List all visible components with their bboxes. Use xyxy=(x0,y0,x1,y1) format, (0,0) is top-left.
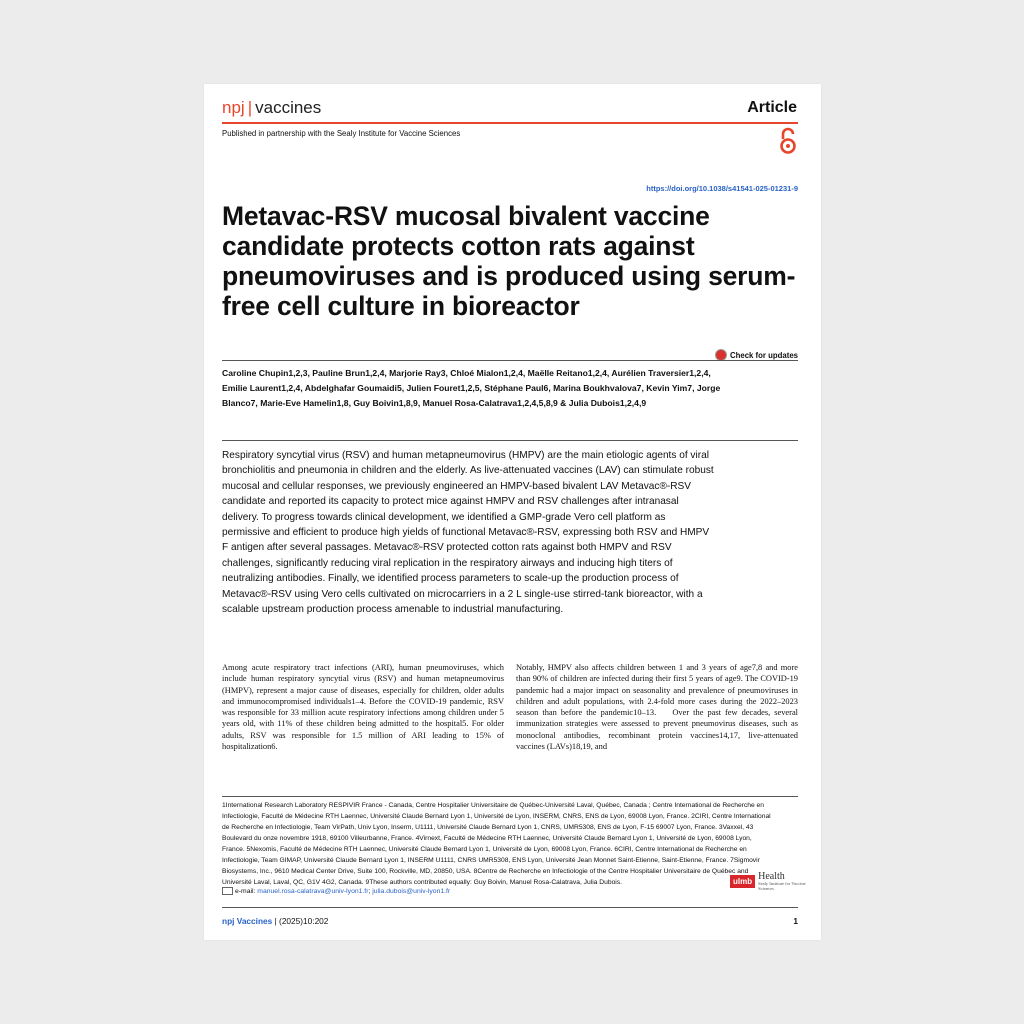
author-list: Caroline Chupin1,2,3, Pauline Brun1,2,4, Marjorie Ray3, Chloé Mialon1,2,4, Maëlle Reitano1,2,4, Aurélien Traversier1,2,4, Emilie Laurent1,2,4, Abdelghafar Goumaidi5, Julien Fouret1,2,5, Stéphane Paul6, Marina Boukhvalova7, Kevin Yim7, Jorge Blanco7, Marie-Eve Hamelin1,8, Guy Boivin1,8,9, Manuel Rosa-Calatrava1,2,4,5,8,9 & Julia Dubois1,2,4,9 xyxy=(222,368,721,409)
article-title: Metavac-RSV mucosal bivalent vaccine candidate protects cotton rats against pneumoviruses and is produced using serum-free cell culture in bioreactor xyxy=(222,201,796,321)
sealy-logo: ulmb Health Sealy Institute for Vaccine Sciences xyxy=(730,872,821,891)
authors-bottom-rule xyxy=(222,440,798,441)
mail-icon xyxy=(222,887,233,895)
partnership-note: Published in partnership with the Sealy Institute for Vaccine Sciences xyxy=(222,129,461,138)
journal-brand[interactable]: npj | vaccines xyxy=(222,98,322,117)
page-number: 1 xyxy=(793,916,798,926)
email-link-rosa[interactable]: manuel.rosa-calatrava@univ-lyon1.fr xyxy=(257,887,369,895)
journal-citation: npj Vaccines | (2025)10:202 xyxy=(222,916,329,926)
check-updates-button[interactable]: Check for updates xyxy=(715,349,798,361)
article-type: Article xyxy=(747,99,797,116)
body-column-right: Notably, HMPV also affects children between 1 and 3 years of age7,8 and more than 90% of children are infected during their first 5 years of age9. The COVID-19 pandemic had a major impact on seasonality and prevalence of pneumoviruses in children and adult populations, with 2.4-fold more cases during the 2022–2023 season than before the pandemic10–13. Over the past few decades, several immunization strategies were assessed to prevent pneumovirus diseases, such as monoclonal antibodies, recombinant protein vaccines14,17, live-attenuated vaccines (LAVs)18,19, and xyxy=(516,663,798,752)
affiliations: 1International Research Laboratory RESPIVIR France - Canada, Centre Hospitalier Universitaire de Québec-Université Laval, Québec, Canada ; Centre International de Recherche en Infectiologie, Faculté de Médecine RTH Laennec, Université Claude Bernard Lyon 1, Université de Lyon, INSERM, CNRS, ENS de Lyon, 69008 Lyon, France. 2CIRI, Centre International de Recherche en Infectiologie, Team VirPath, Univ Lyon, Inserm, U1111, Université Claude Bernard Lyon 1, CNRS, UMR5308, ENS de Lyon, F-15 69007 Lyon, France. 3Vaxxel, 43 Boulevard du onze novembre 1918, 69100 Villeurbanne, France. 4Virnext, Faculté de Médecine RTH Laennec, Université Claude Bernard Lyon 1, Université de Lyon, 69008 Lyon, France. 5Nexomis, Faculté de Médecine RTH Laennec, Université Claude Bernard Lyon 1, Université de Lyon, 69008 Lyon, France. 6CIRI, Centre International de Recherche en Infectiologie, Team GIMAP, Université Claude Bernard Lyon 1, INSERM U1111, CNRS UMR5308, ENS Lyon, Université Jean Monnet Saint-Etienne, Saint-Etienne, France. 7Sigmovir Biosystems, Inc., 9610 Medical Center Drive, Suite 100, Rockville, MD, 20850, USA. 8Centre de Recherche en Infectiologie of the Centre Hospitalier Universitaire de Québec and Université Laval, Laval, QC, G1V 4G2, Canada. 9These authors contributed equally: Guy Boivin, Manuel Rosa-Calatrava, Julia Dubois. xyxy=(222,802,771,886)
email-line: e-mail: manuel.rosa-calatrava@univ-lyon1.fr; julia.dubois@univ-lyon1.fr xyxy=(222,887,450,895)
article-page xyxy=(204,84,821,940)
footer-rule xyxy=(222,907,798,908)
doi-link[interactable]: https://doi.org/10.1038/s41541-025-01231-9 xyxy=(646,184,798,193)
abstract: Respiratory syncytial virus (RSV) and human metapneumovirus (HMPV) are the main etiologic agents of viral bronchiolitis and pneumonia in children and the elderly. As live-attenuated vaccines (LAV) can stimulate robust mucosal and cellular responses, we previously engineered an HMPV-based bivalent LAV Metavac®-RSV candidate and reported its capacity to protect mice against HMPV and RSV challenges after intranasal delivery. To progress towards clinical development, we identified a GMP-grade Vero cell platform as permissive and efficient to produce high yields of functional Metavac®-RSV, expressing both RSV and HMPV F antigen after several passages. Metavac®-RSV protected cotton rats against both HMPV and RSV challenges, significantly reducing viral replication in the respiratory airways and inducing high titers of neutralizing antibodies. Finally, we identified process parameters to scale-up the production process of Metavac®-RSV using Vero cells cultivated on microcarriers in a 2 L single-use stirred-tank bioreactor, with a scalable upstream production process amenable to industrial manufacturing. xyxy=(222,450,714,616)
open-access-icon xyxy=(778,127,798,155)
email-link-dubois[interactable]: julia.dubois@univ-lyon1.fr xyxy=(372,887,451,895)
header-divider xyxy=(222,122,798,124)
body-column-left: Among acute respiratory tract infections (ARI), human pneumoviruses, which include human respiratory syncytial virus (RSV) and human metapneumovirus (HMPV), represent a major cause of diseases, especially for children, older adults and immunocompromised individuals1–4. Before the COVID-19 pandemic, RSV was responsible for 33 million acute respiratory infections among children under 5 years old, with 11% of these children being admitted to the hospital5. For older adults, RSV was responsible for 1.5 million of ARI leading to 15% of hospitalization6. xyxy=(222,663,504,752)
authors-top-rule xyxy=(222,360,798,361)
footnote-rule xyxy=(222,796,798,797)
